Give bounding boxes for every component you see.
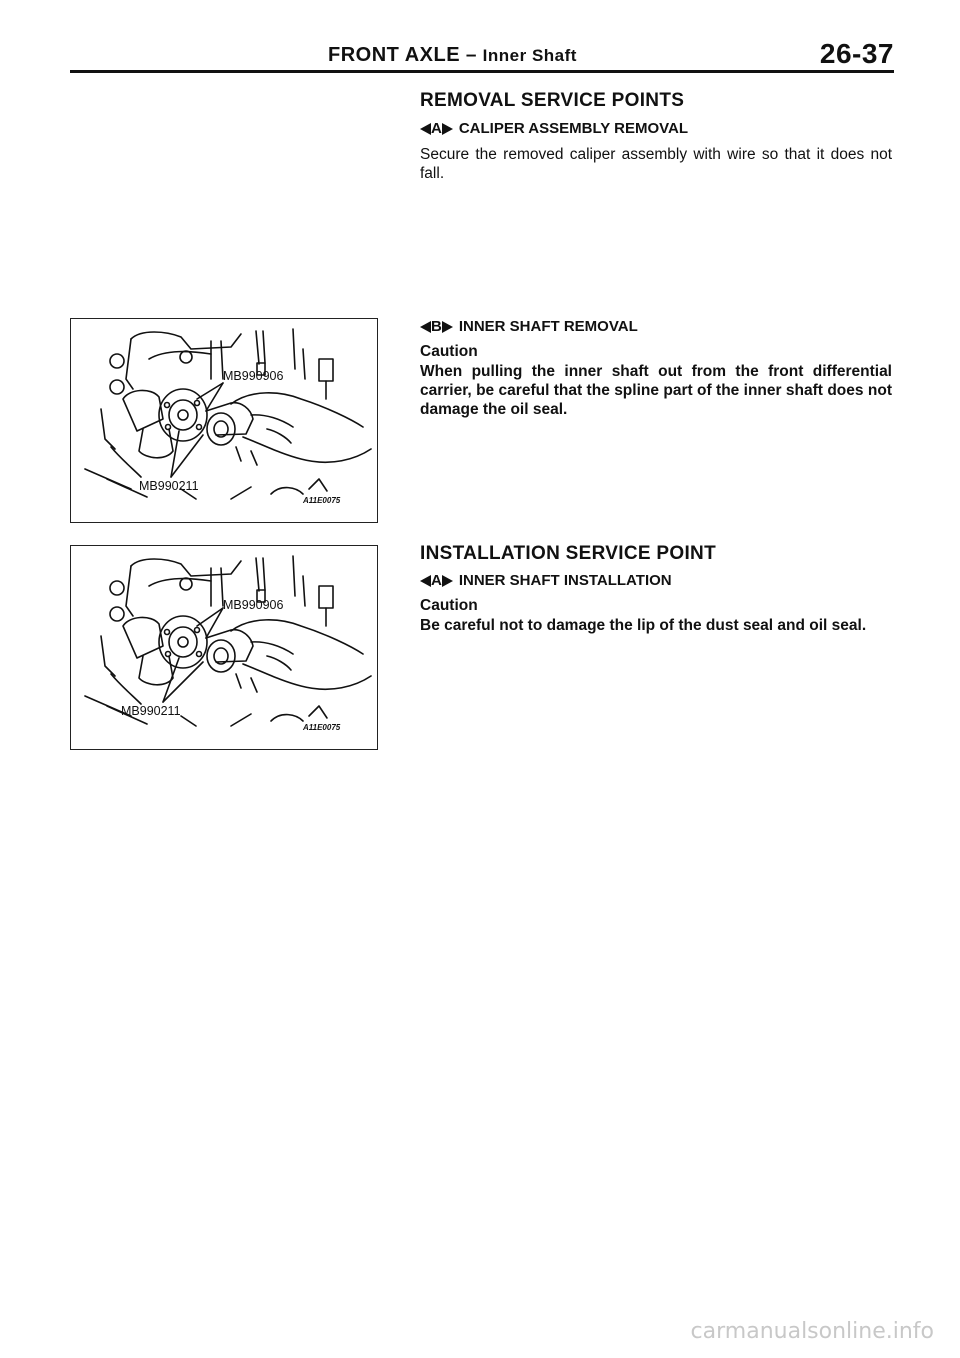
triangle-left-icon bbox=[420, 321, 431, 333]
step-title: INNER SHAFT REMOVAL bbox=[458, 318, 638, 335]
triangle-right-icon bbox=[442, 575, 453, 587]
step-marker-letter: B bbox=[431, 318, 442, 335]
removal-heading: REMOVAL SERVICE POINTS bbox=[420, 90, 685, 111]
figure-inner-shaft-removal bbox=[70, 318, 378, 523]
step-marker bbox=[420, 318, 453, 335]
header-rule bbox=[70, 70, 894, 73]
header-title-separator: – bbox=[465, 45, 477, 66]
page-header bbox=[70, 40, 894, 72]
header-title-main: FRONT AXLE bbox=[328, 44, 461, 66]
triangle-right-icon bbox=[442, 123, 453, 135]
header-title-sub: Inner Shaft bbox=[482, 46, 577, 65]
triangle-right-icon bbox=[442, 321, 453, 333]
tool-label-top: MB990906 bbox=[223, 369, 284, 383]
step-marker-letter: A bbox=[431, 120, 442, 137]
caution-text: Be careful not to damage the lip of the dust seal and oil seal. bbox=[420, 617, 867, 634]
installation-heading: INSTALLATION SERVICE POINT bbox=[420, 543, 716, 564]
illustration-drawing bbox=[71, 546, 378, 750]
installation-step-a-title bbox=[420, 572, 672, 589]
tool-label-bottom: MB990211 bbox=[139, 479, 199, 493]
step-marker-letter: A bbox=[431, 572, 442, 589]
step-marker bbox=[420, 120, 453, 137]
triangle-left-icon bbox=[420, 575, 431, 587]
figure-code: A11E0075 bbox=[303, 496, 341, 505]
step-title: CALIPER ASSEMBLY REMOVAL bbox=[458, 120, 689, 137]
tool-label-top: MB990906 bbox=[223, 598, 284, 612]
watermark: carmanualsonline.info bbox=[690, 1319, 934, 1344]
caution-label: Caution bbox=[420, 597, 478, 614]
figure-code: A11E0075 bbox=[303, 723, 341, 732]
header-title bbox=[328, 44, 577, 67]
removal-step-a-text: Secure the removed caliper assembly with wire so that it does not fall. bbox=[420, 146, 892, 182]
step-marker bbox=[420, 572, 453, 589]
triangle-left-icon bbox=[420, 123, 431, 135]
caution-label: Caution bbox=[420, 343, 478, 360]
page-number: 26-37 bbox=[819, 38, 894, 69]
tool-label-bottom: MB990211 bbox=[121, 704, 181, 718]
removal-step-a-title bbox=[420, 120, 688, 137]
figure-inner-shaft-installation bbox=[70, 545, 378, 750]
caution-text: When pulling the inner shaft out from the front differential carrier, be careful that the spline part of the inner shaft does not damage the oil seal. bbox=[420, 363, 892, 418]
illustration-drawing bbox=[71, 319, 378, 523]
removal-step-b-title bbox=[420, 318, 638, 335]
step-title: INNER SHAFT INSTALLATION bbox=[458, 572, 672, 589]
